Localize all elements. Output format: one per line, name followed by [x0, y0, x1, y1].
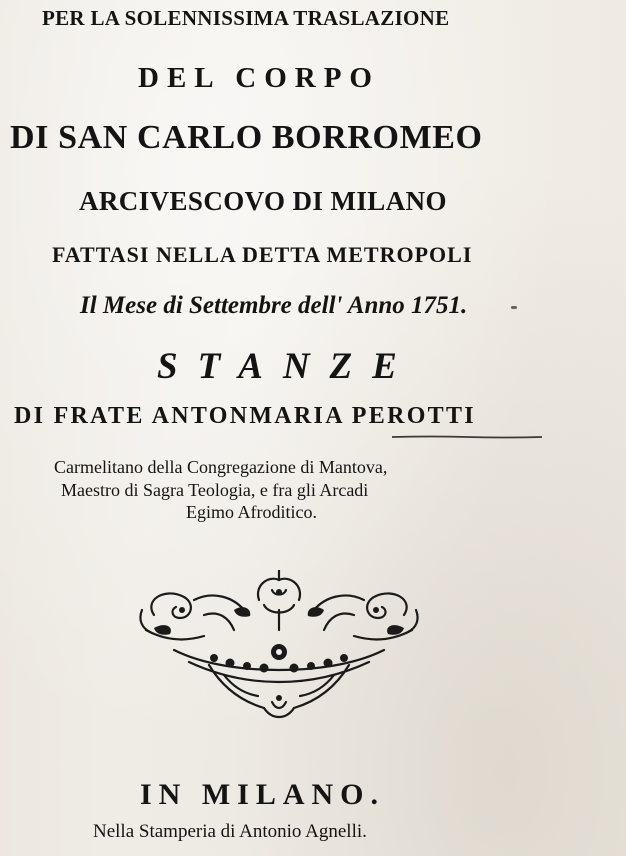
imprint-printer: Nella Stamperia di Antonio Agnelli. [93, 821, 367, 842]
author-line: DI FRATE ANTONMARIA PEROTTI [14, 403, 476, 429]
saint-name: DI SAN CARLO BORROMEO [10, 119, 483, 156]
pencil-mark [511, 306, 517, 309]
stanze-title: STANZE [157, 346, 417, 387]
heading-line-1: PER LA SOLENNISSIMA TRASLAZIONE [42, 6, 450, 30]
author-detail-line-2: Maestro di Sagra Teologia, e fra gli Arcadi [61, 480, 369, 500]
baroque-vignette-icon [134, 570, 424, 725]
heading-line-2: DEL CORPO [138, 62, 380, 94]
imprint-city: IN MILANO. [140, 778, 386, 811]
date-line: Il Mese di Settembre dell' Anno 1751. [80, 292, 468, 319]
archbishop-line: ARCIVESCOVO DI MILANO [79, 186, 447, 216]
metropolis-line: FATTASI NELLA DETTA METROPOLI [52, 242, 473, 267]
pencil-underline [392, 435, 542, 439]
author-detail-line-3: Egimo Afroditico. [186, 502, 317, 522]
author-detail-line-1: Carmelitano della Congregazione di Mantova, [54, 457, 388, 477]
